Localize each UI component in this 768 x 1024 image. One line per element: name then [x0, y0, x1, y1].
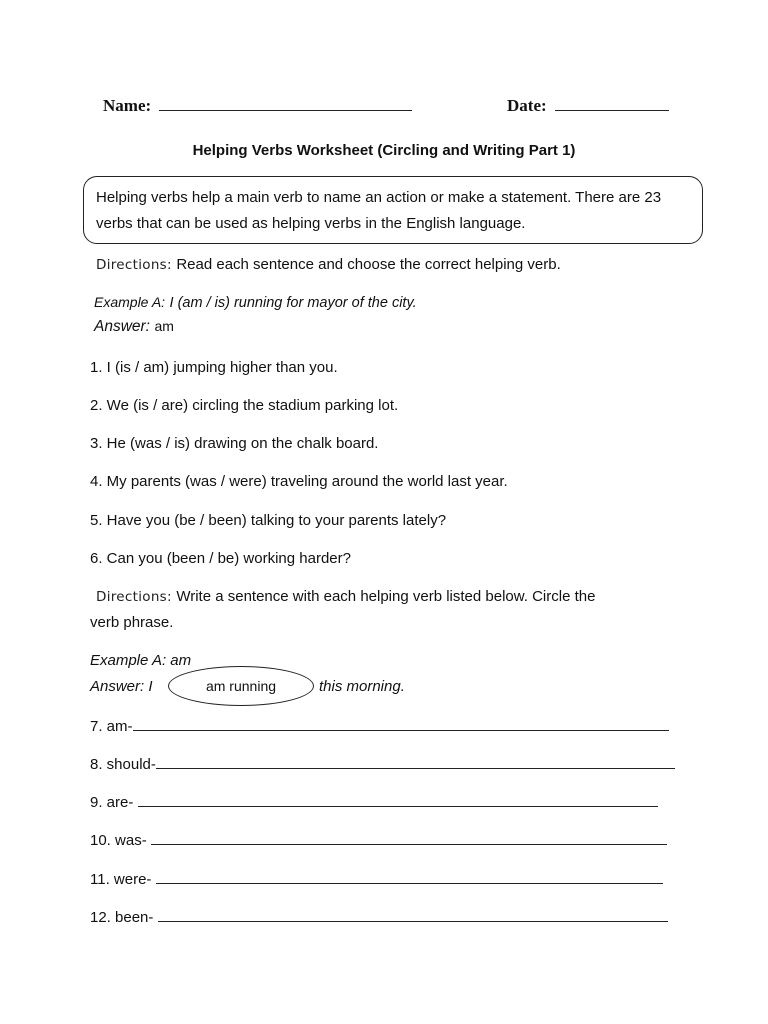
- example-a-1-label: Example A:: [94, 294, 166, 310]
- circled-verb-phrase: [168, 666, 314, 706]
- date-field[interactable]: [507, 96, 669, 116]
- write-item-label: 11. were-: [90, 871, 156, 888]
- name-label: Name:: [103, 96, 152, 115]
- date-label: Date:: [507, 96, 547, 115]
- write-item-9: [90, 793, 658, 811]
- write-item-8: [90, 755, 675, 773]
- answer-2-prefix: Answer: I: [90, 678, 153, 695]
- write-item-7: [90, 717, 669, 735]
- example-a-1: [94, 294, 417, 312]
- example-a-1-text: I (am / is) running for mayor of the city.: [169, 295, 417, 311]
- example-a-2: Example A: am: [90, 652, 192, 669]
- write-item-label: 8. should-: [90, 756, 156, 773]
- directions-2-line2: verb phrase.: [90, 614, 174, 631]
- answer-1: [94, 318, 174, 336]
- write-line[interactable]: [156, 755, 675, 769]
- write-item-label: 12. been-: [90, 909, 158, 926]
- write-item-11: [90, 870, 663, 888]
- intro-box: [83, 176, 703, 244]
- circled-verb-text: am running: [205, 678, 277, 694]
- name-field[interactable]: [103, 96, 412, 116]
- directions-2: [96, 588, 595, 606]
- directions-1-label: Directions:: [96, 257, 172, 273]
- write-item-label: 9. are-: [90, 794, 138, 811]
- answer-2-suffix: this morning.: [319, 678, 405, 695]
- write-line[interactable]: [151, 831, 667, 845]
- question-2: 2. We (is / are) circling the stadium parking lot.: [90, 397, 399, 414]
- write-item-label: 7. am-: [90, 718, 133, 735]
- worksheet-title: Helping Verbs Worksheet (Circling and Writing Part 1): [192, 142, 576, 159]
- question-3: 3. He (was / is) drawing on the chalk board.: [90, 435, 379, 452]
- date-blank[interactable]: [555, 96, 669, 111]
- question-4: 4. My parents (was / were) traveling around the world last year.: [90, 473, 508, 490]
- directions-1-text: Read each sentence and choose the correct helping verb.: [176, 256, 561, 273]
- question-1: 1. I (is / am) jumping higher than you.: [90, 359, 338, 376]
- answer-1-label: Answer:: [94, 318, 150, 335]
- write-line[interactable]: [138, 793, 658, 807]
- write-item-12: [90, 908, 668, 926]
- write-line[interactable]: [156, 870, 663, 884]
- write-line[interactable]: [133, 717, 669, 731]
- write-item-label: 10. was-: [90, 832, 151, 849]
- write-item-10: [90, 831, 667, 849]
- intro-text: Helping verbs help a main verb to name an action or make a statement. There are 23 verbs that can be used as helping verbs in the English language.: [96, 189, 662, 232]
- question-5: 5. Have you (be / been) talking to your parents lately?: [90, 512, 447, 529]
- write-line[interactable]: [158, 908, 668, 922]
- directions-2-line1: Write a sentence with each helping verb listed below. Circle the: [176, 588, 596, 605]
- question-6: 6. Can you (been / be) working harder?: [90, 550, 351, 567]
- directions-2-label: Directions:: [96, 589, 172, 605]
- directions-1: [96, 256, 561, 274]
- answer-1-text: am: [154, 318, 174, 334]
- name-blank[interactable]: [159, 96, 412, 111]
